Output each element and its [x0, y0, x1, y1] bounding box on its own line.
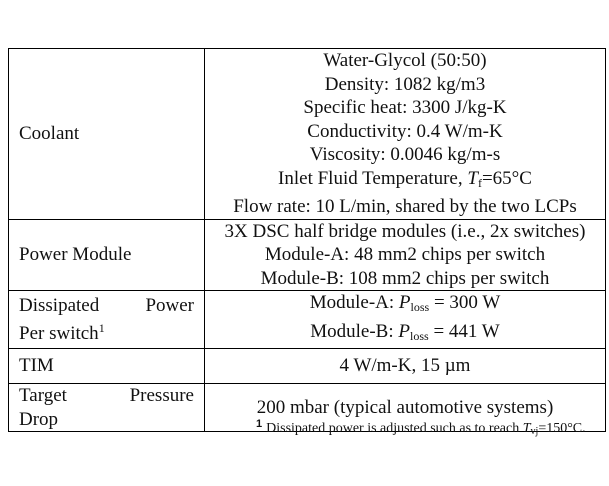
row-label-power-module: Power Module [9, 219, 205, 291]
specifications-table [8, 48, 606, 432]
row-value-dissipated-power [205, 291, 606, 349]
footnote-mark: 1 [256, 418, 263, 430]
table-row-tim [9, 349, 606, 384]
row-label-tim: TIM [9, 349, 205, 384]
row-label-coolant: Coolant [9, 49, 205, 220]
module-b-chips: Module-B: 108 mm2 chips per switch [260, 267, 550, 289]
module-description: 3X DSC half bridge modules (i.e., 2x switches) [224, 220, 586, 242]
module-a-chips: Module-A: 48 mm2 chips per switch [264, 244, 546, 265]
table-row-dissipated-power [9, 291, 606, 349]
row-value-coolant [205, 49, 606, 220]
coolant-conductivity: Conductivity: 0.4 W/m-K [307, 120, 503, 142]
table-row-power-module [9, 219, 606, 291]
table-footnote: $^1$ Dissipated power is adjusted such as to reach $T_{vj}=150^\circ C$. [256, 418, 586, 437]
table-row-coolant [9, 49, 606, 220]
coolant-specific-heat: Specific heat: 3300 J/kg-K [303, 97, 507, 118]
row-value-target-pressure-drop: 200 mbar (typical automotive systems) [205, 384, 606, 432]
row-label-target-pressure-drop: Target Pressure Drop [9, 384, 205, 432]
coolant-flow-rate: Flow rate: 10 L/min, shared by the two LCPs [233, 196, 577, 217]
module-a-power-loss: Module-A: $P_{loss} = 300$ W [309, 292, 501, 314]
coolant-type: Water-Glycol (50:50) [323, 50, 487, 71]
coolant-inlet-temperature: Inlet Fluid Temperature, $T_f=65^\circ C$ [278, 167, 532, 190]
row-label-dissipated-power: Dissipated Power Per switch$^1$ [9, 291, 205, 349]
coolant-density: Density: 1082 kg/m3 [324, 73, 486, 95]
module-b-power-loss: Module-B: $P_{loss} = 441$ W [310, 320, 500, 343]
row-value-tim: 4 W/m-K, 15 µm [205, 349, 606, 384]
coolant-viscosity: Viscosity: 0.0046 kg/m-s [309, 144, 501, 165]
row-value-power-module [205, 219, 606, 291]
footnote-reference: 1 [98, 321, 105, 335]
